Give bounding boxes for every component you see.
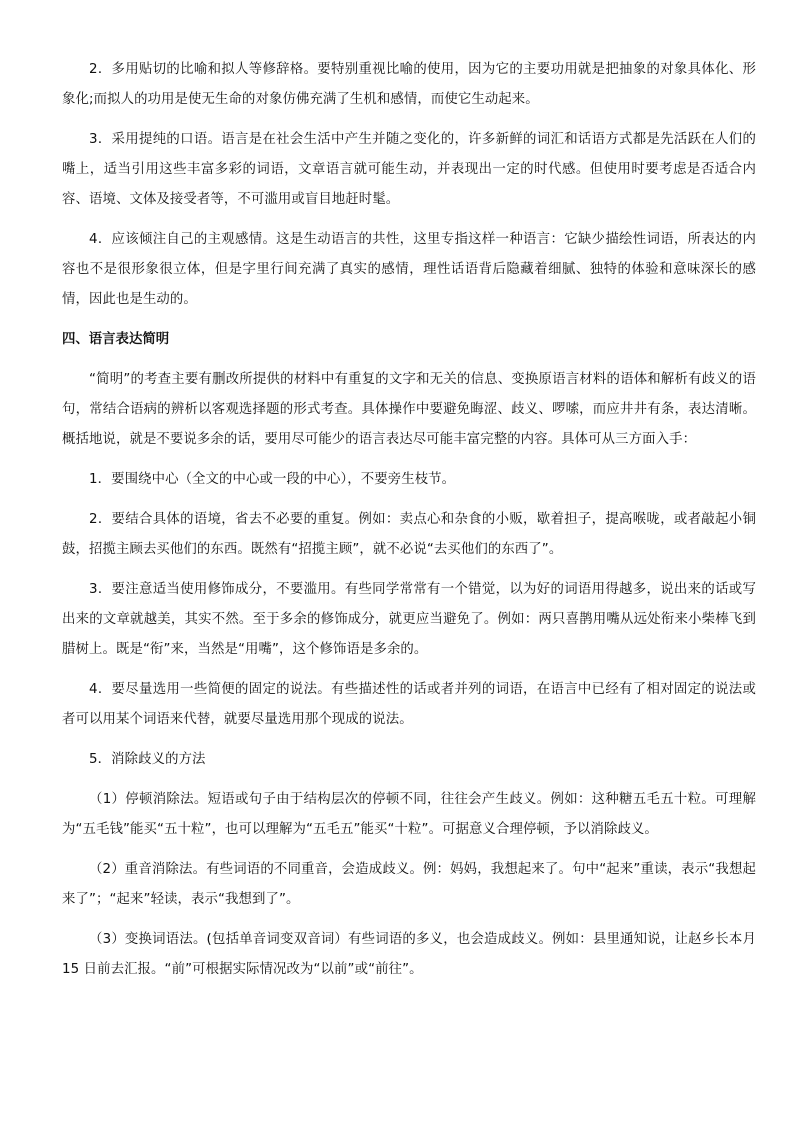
- paragraph-pause-method: （1）停顿消除法。短语或句子由于结构层次的停顿不同，往往会产生歧义。例如：这种糖五毛五十粒。可理解为“五毛钱”能买“五十粒”，也可以理解为“五毛五”能买“十粒”。可据意义合理停顿，予以消除歧义。: [62, 792, 756, 837]
- paragraph-modifiers: 3．要注意适当使用修饰成分，不要滥用。有些同学常常有一个错觉，以为好的词语用得越多，说出来的话或写出来的文章就越美，其实不然。至于多余的修饰成分，就更应当避免了。例如：两只喜鹊用嘴从远处衔来小柴棒飞到腊树上。既是“衔”来，当然是“用嘴”，这个修饰语是多余的。: [62, 582, 756, 657]
- paragraph-context: 2．要结合具体的语境，省去不必要的重复。例如：卖点心和杂食的小贩，歇着担子，提高喉咙，或者敲起小铜鼓，招揽主顾去买他们的东西。既然有“招揽主顾”，就不必说“去买他们的东西了”。: [62, 512, 756, 557]
- paragraph-word-change-method: （3）变换词语法。(包括单音词变双音词）有些词语的多义，也会造成歧义。例如：县里通知说，让赵乡长本月 15 日前去汇报。“前”可根据实际情况改为“以前”或“前往”。: [62, 932, 756, 977]
- paragraph-ambiguity-methods: 5．消除歧义的方法: [89, 752, 206, 767]
- paragraph-stress-method: （2）重音消除法。有些词语的不同重音，会造成歧义。例：妈妈，我想起来了。句中“起来”重读，表示“我想起来了”；“起来”轻读，表示“我想到了”。: [62, 862, 756, 907]
- paragraph-subjective-emotion: 4．应该倾注自己的主观感情。这是生动语言的共性，这里专指这样一种语言：它缺少描绘性词语，所表达的内容也不是很形象很立体，但是字里行间充满了真实的感情，理性话语背后隐藏着细腻、独特的体验和意味深长的感情，因此也是生动的。: [62, 232, 756, 307]
- paragraph-fixed-expressions: 4．要尽量选用一些简便的固定的说法。有些描述性的话或者并列的词语，在语言中已经有了相对固定的说法或者可以用某个词语来代替，就要尽量选用那个现成的说法。: [62, 682, 756, 727]
- section-heading-concise: 四、语言表达简明: [62, 332, 170, 347]
- document-page: [62, 55, 756, 995]
- paragraph-center: 1．要围绕中心（全文的中心或一段的中心），不要旁生枝节。: [89, 472, 456, 487]
- paragraph-metaphor: 2．多用贴切的比喻和拟人等修辞格。要特别重视比喻的使用，因为它的主要功用就是把抽象的对象具体化、形象化;而拟人的功用是使无生命的对象仿佛充满了生机和感情，而使它生动起来。: [62, 62, 756, 107]
- paragraph-concise-intro: “简明”的考查主要有删改所提供的材料中有重复的文字和无关的信息、变换原语言材料的语体和解析有歧义的语句，常结合语病的辨析以客观选择题的形式考查。具体操作中要避免晦涩、歧义、啰嗦，而应井井有条，表达清晰。概括地说，就是不要说多余的话，要用尽可能少的语言表达尽可能丰富完整的内容。具体可从三方面入手：: [62, 372, 756, 447]
- paragraph-spoken-language: 3．采用提纯的口语。语言是在社会生活中产生并随之变化的，许多新鲜的词汇和话语方式都是先活跃在人们的嘴上，适当引用这些丰富多彩的词语，文章语言就可能生动，并表现出一定的时代感。但使用时要考虑是否适合内容、语境、文体及接受者等，不可滥用或盲目地赶时髦。: [62, 132, 756, 207]
